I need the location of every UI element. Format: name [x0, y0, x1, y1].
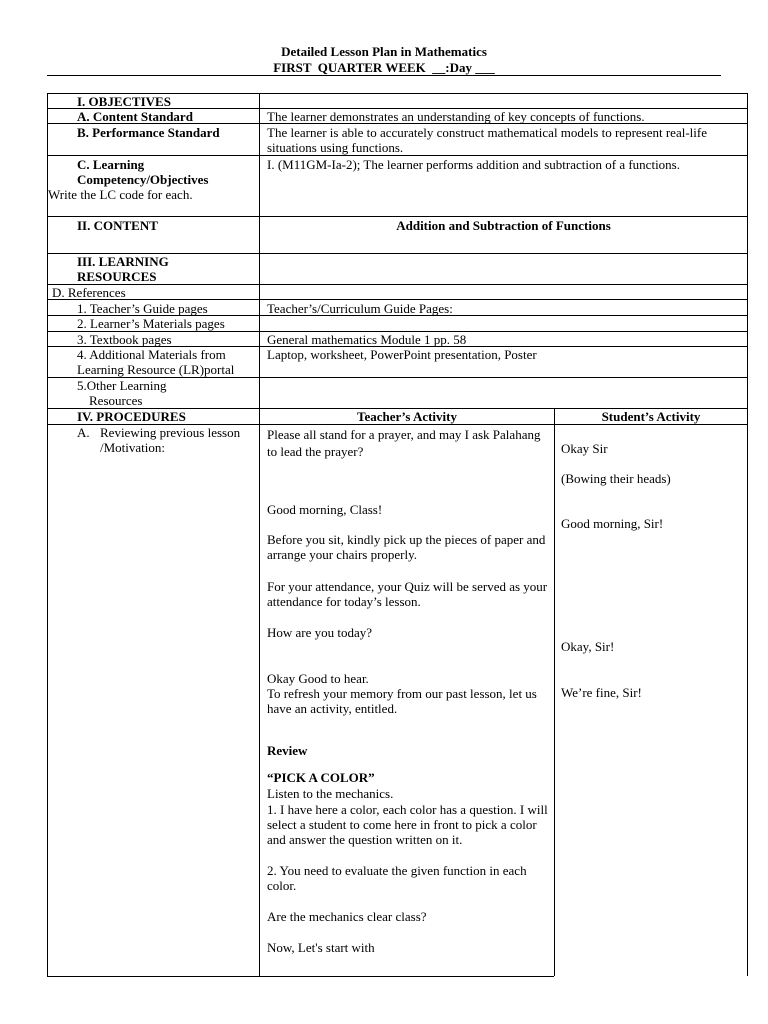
performance-standard-label: B. Performance Standard [77, 125, 220, 140]
table-line [47, 216, 748, 217]
performance-standard-text: The learner is able to accurately construct mathematical models to represent real-life situations using functions. [267, 125, 707, 155]
teacher-clear: Are the mechanics clear class? [267, 909, 427, 924]
student-response-4: Okay, Sir! [561, 639, 615, 654]
student-response-3: Good morning, Sir! [561, 516, 664, 531]
textbook-value: General mathematics Module 1 pp. 58 [267, 332, 467, 347]
additional-materials-value: Laptop, worksheet, PowerPoint presentation, Poster [267, 347, 537, 362]
teacher-listen: Listen to the mechanics. [267, 786, 394, 801]
teacher-mechanic-1: 1. I have here a color, each color has a question. I will select a student to come here in front to pick a color and answer the question written on it. [267, 802, 548, 847]
header-rule [47, 75, 721, 76]
student-activity-header: Student’s Activity [601, 409, 701, 424]
document-title: Detailed Lesson Plan in Mathematics [281, 44, 487, 59]
resources-heading: III. LEARNING [77, 254, 169, 269]
competency-label: C. Learning [77, 157, 145, 172]
procedures-heading: IV. PROCEDURES [77, 409, 186, 424]
step-a-title: Reviewing previous lesson [100, 425, 241, 440]
table-line [47, 299, 748, 300]
learners-materials-label: 2. Learner’s Materials pages [77, 316, 225, 331]
content-heading: II. CONTENT [77, 218, 158, 233]
step-a-label: A. [77, 425, 90, 440]
additional-materials-label-2: Learning Resource (LR)portal [77, 362, 235, 377]
additional-materials-label: 4. Additional Materials from [77, 347, 226, 362]
teacher-how: How are you today? [267, 625, 373, 640]
teacher-review: Review [267, 743, 308, 758]
teachers-guide-label: 1. Teacher’s Guide pages [77, 301, 208, 316]
student-response-2: (Bowing their heads) [561, 471, 671, 486]
table-line [554, 408, 555, 976]
table-line [47, 976, 554, 977]
teacher-mechanic-2: 2. You need to evaluate the given function in each color. [267, 863, 527, 893]
other-resources-label-2: Resources [89, 393, 143, 408]
references-label: D. References [52, 285, 126, 300]
teacher-attendance: For your attendance, your Quiz will be served as your attendance for today’s lesson. [267, 579, 548, 609]
teacher-start: Now, Let's start with [267, 940, 375, 955]
document-subtitle: FIRST QUARTER WEEK __:Day ___ [273, 60, 495, 75]
content-standard-text: The learner demonstrates an understanding of key concepts of functions. [267, 109, 645, 124]
competency-label-2: Competency/Objectives [77, 172, 209, 187]
teacher-activity-title: “PICK A COLOR” [267, 770, 375, 785]
teacher-okay: Okay Good to hear. [267, 671, 369, 686]
table-line [47, 93, 48, 976]
content-standard-label: A. Content Standard [77, 109, 193, 124]
content-value: Addition and Subtraction of Functions [396, 218, 611, 233]
table-line [747, 93, 748, 976]
student-response-1: Okay Sir [561, 441, 608, 456]
table-line [47, 284, 748, 285]
resources-heading-2: RESOURCES [77, 269, 157, 284]
teacher-prayer: Please all stand for a prayer, and may I ask Palahang to lead the prayer? [267, 427, 541, 459]
competency-text: I. (M11GM-Ia-2); The learner performs addition and subtraction of a functions. [267, 157, 680, 172]
teacher-activity-header: Teacher’s Activity [356, 409, 457, 424]
step-a-title-2: /Motivation: [100, 440, 165, 455]
objectives-heading: I. OBJECTIVES [77, 94, 171, 109]
table-line [47, 155, 748, 156]
competency-note: Write the LC code for each. [48, 187, 193, 202]
teacher-greeting: Good morning, Class! [267, 502, 383, 517]
teacher-refresh: To refresh your memory from our past lesson, let us have an activity, entitled. [267, 686, 537, 716]
textbook-label: 3. Textbook pages [77, 332, 172, 347]
other-resources-label: 5.Other Learning [77, 378, 167, 393]
teacher-pickup: Before you sit, kindly pick up the pieces of paper and arrange your chairs properly. [267, 532, 546, 562]
teachers-guide-value: Teacher’s/Curriculum Guide Pages: [267, 301, 453, 316]
student-response-5: We’re fine, Sir! [561, 685, 642, 700]
